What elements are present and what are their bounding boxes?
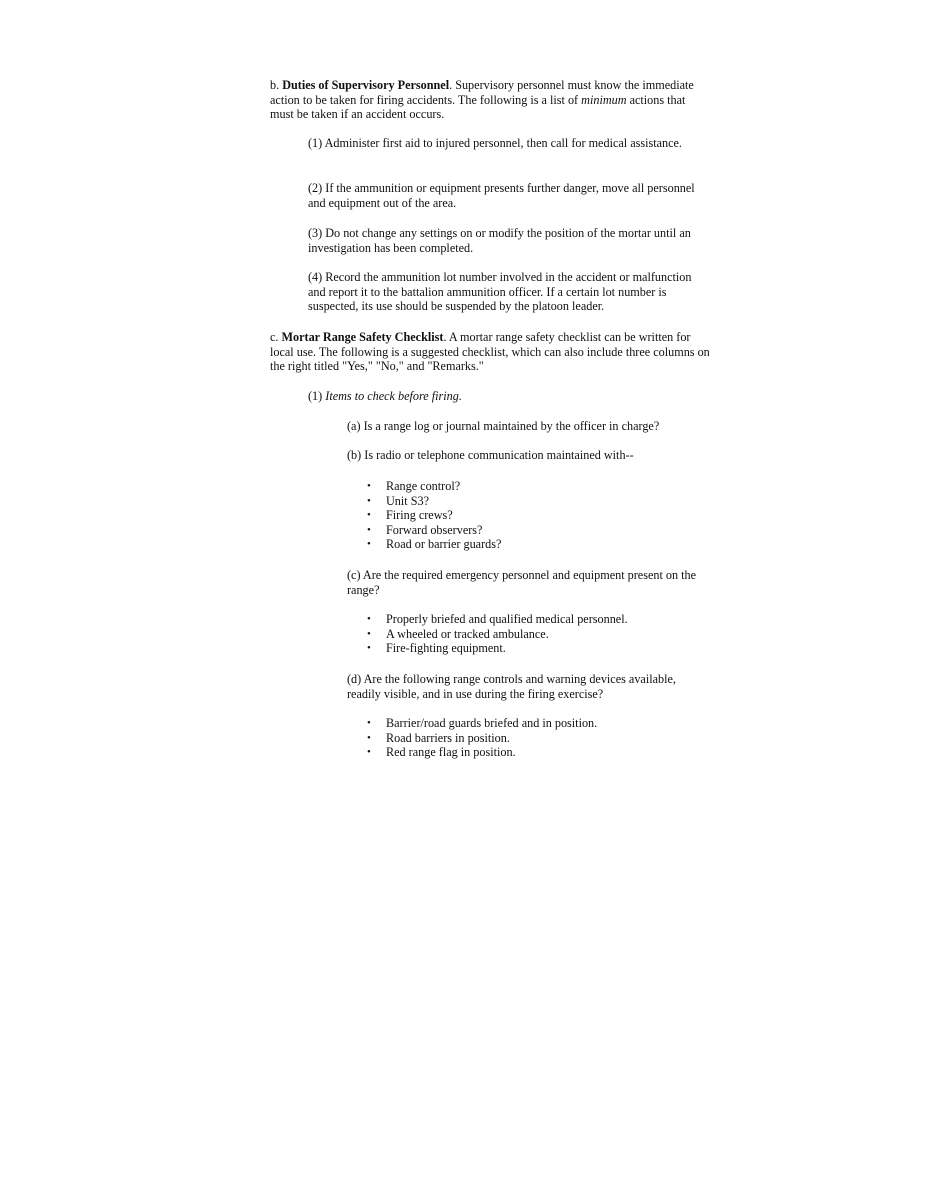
list-item: • Red range flag in position. [367, 745, 697, 760]
section-b-paragraph [270, 78, 710, 122]
question-c: (c) Are the required emergency personnel and equipment present on the range? [347, 568, 697, 597]
section-b-label: b. [270, 78, 283, 92]
section-c-label: c. [270, 330, 282, 344]
section-b-emphasis: minimum [581, 92, 627, 107]
section-b-item-4: (4) Record the ammunition lot number involved in the accident or malfunction and report it to the battalion ammunition officer. If a certain lot number is suspected, its use should be suspended by the platoon leader. [308, 270, 692, 314]
section-b-heading: Duties of Supervisory Personnel [282, 78, 450, 92]
section-b-text-2: actions that must be taken if an accident occurs. [270, 92, 686, 122]
list-item: • Road barriers in position. [367, 731, 697, 746]
question-b: (b) Is radio or telephone communication maintained with-- [347, 448, 634, 462]
question-c-list [367, 612, 697, 656]
list-item: • A wheeled or tracked ambulance. [367, 627, 697, 642]
question-d: (d) Are the following range controls and warning devices available, readily visible, and in use during the firing exercise? [347, 672, 676, 701]
list-item: • Firing crews? [367, 508, 697, 523]
list-item: • Road or barrier guards? [367, 537, 697, 552]
section-c-sub1-label: (1) [308, 389, 326, 403]
list-item: • Barrier/road guards briefed and in position. [367, 716, 697, 731]
section-c-paragraph [270, 330, 710, 374]
section-b-text-1: . Supervisory personnel must know the immediate action to be taken for firing accidents. The following is a list of [270, 78, 694, 107]
section-b-item-1: (1) Administer first aid to injured personnel, then call for medical assistance. [308, 136, 682, 150]
list-item: • Properly briefed and qualified medical personnel. [367, 612, 697, 627]
section-b-item-3: (3) Do not change any settings on or modify the position of the mortar until an investigation has been completed. [308, 226, 691, 255]
list-item: • Fire-fighting equipment. [367, 641, 697, 656]
question-d-list [367, 716, 697, 760]
section-c-heading: Mortar Range Safety Checklist [281, 330, 444, 344]
section-c-sub1-title: Items to check before firing. [325, 389, 462, 403]
question-a: (a) Is a range log or journal maintained by the officer in charge? [347, 419, 660, 433]
section-b-item-2: (2) If the ammunition or equipment presents further danger, move all personnel and equipment out of the area. [308, 181, 695, 210]
list-item: • Range control? [367, 479, 697, 494]
list-item: • Unit S3? [367, 494, 697, 509]
section-c-text: . A mortar range safety checklist can be written for local use. The following is a suggested checklist, which can also include three columns on the right titled "Yes," "No," and "Remarks." [270, 330, 710, 374]
section-c-sub1 [308, 389, 708, 404]
question-b-list [367, 479, 697, 552]
list-item: • Forward observers? [367, 523, 697, 538]
